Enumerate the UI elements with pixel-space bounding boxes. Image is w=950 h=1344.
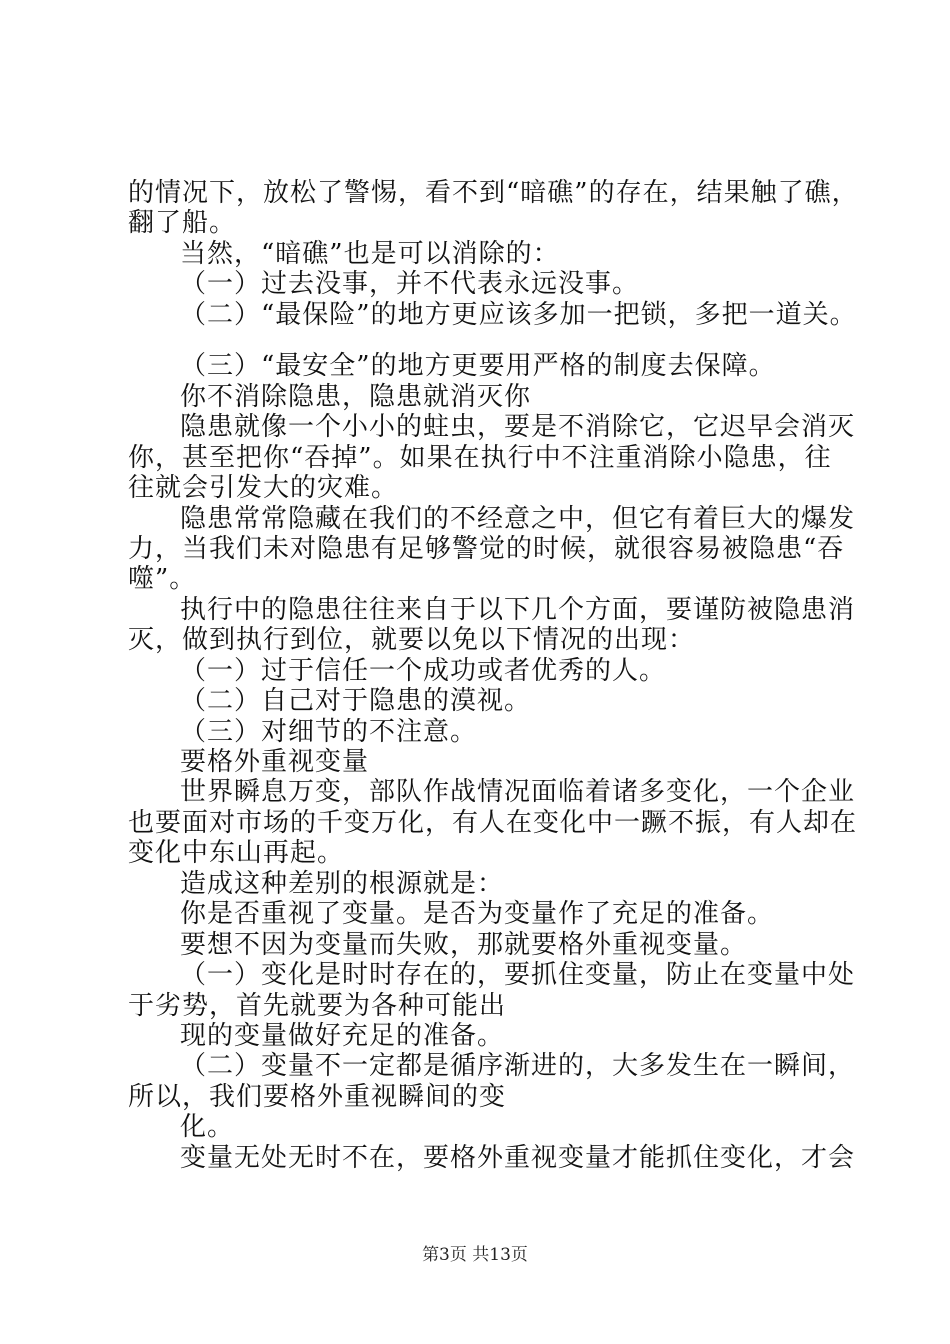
text-line: （三）对细节的不注意。 [180,717,478,747]
text-line: 隐患就像一个小小的蛀虫，要是不消除它，它迟早会消灭 [180,412,856,442]
text-line: 灭，做到执行到位，就要以免以下情况的出现： [128,625,696,655]
text-line: 于劣势，首先就要为各种可能出 [128,991,507,1021]
text-line: （二）变量不一定都是循序渐进的，大多发生在一瞬间， [180,1051,856,1081]
text-line: 你是否重视了变量。是否为变量作了充足的准备。 [180,899,775,929]
text-line: （一）过去没事，并不代表永远没事。 [180,269,640,299]
text-line: 隐患常常隐藏在我们的不经意之中，但它有着巨大的爆发 [180,504,856,534]
text-line: 往就会引发大的灾难。 [128,473,399,503]
text-line: （二）“最保险”的地方更应该多加一把锁，多把一道关。 [180,300,857,330]
text-line: 世界瞬息万变，部队作战情况面临着诸多变化，一个企业 [180,777,856,807]
text-line: 所以，我们要格外重视瞬间的变 [128,1082,507,1112]
text-line: 造成这种差别的根源就是： [180,869,505,899]
text-line: 要想不因为变量而失败，那就要格外重视变量。 [180,930,748,960]
page-footer: 第3页 共13页 [422,1245,528,1265]
text-line: （一）过于信任一个成功或者优秀的人。 [180,656,667,686]
text-line: 变量无处无时不在，要格外重视变量才能抓住变化，才会 [180,1143,856,1173]
text-line: 化。 [180,1112,235,1142]
section-heading: 要格外重视变量 [180,747,370,777]
text-line: 的情况下，放松了警惕，看不到“暗礁”的存在，结果触了礁， [128,178,859,208]
text-line: 执行中的隐患往往来自于以下几个方面，要谨防被隐患消 [180,595,856,625]
text-line: 噬”。 [128,564,197,594]
text-line: 力，当我们未对隐患有足够警觉的时候，就很容易被隐患“吞 [128,534,845,564]
text-line: （三）“最安全”的地方更要用严格的制度去保障。 [180,351,776,381]
text-line: 翻了船。 [128,208,237,238]
text-line: 你，甚至把你“吞掉”。如果在执行中不注重消除小隐患，往 [128,443,832,473]
text-line: （一）变化是时时存在的，要抓住变量，防止在变量中处 [180,960,856,990]
text-line: 当然，“暗礁”也是可以消除的： [180,239,560,269]
text-line: 变化中东山再起。 [128,838,345,868]
text-line: 现的变量做好充足的准备。 [180,1021,505,1051]
section-heading: 你不消除隐患，隐患就消灭你 [180,382,532,412]
text-line: （二）自己对于隐患的漠视。 [180,686,532,716]
text-line: 也要面对市场的千变万化，有人在变化中一蹶不振，有人却在 [128,808,858,838]
